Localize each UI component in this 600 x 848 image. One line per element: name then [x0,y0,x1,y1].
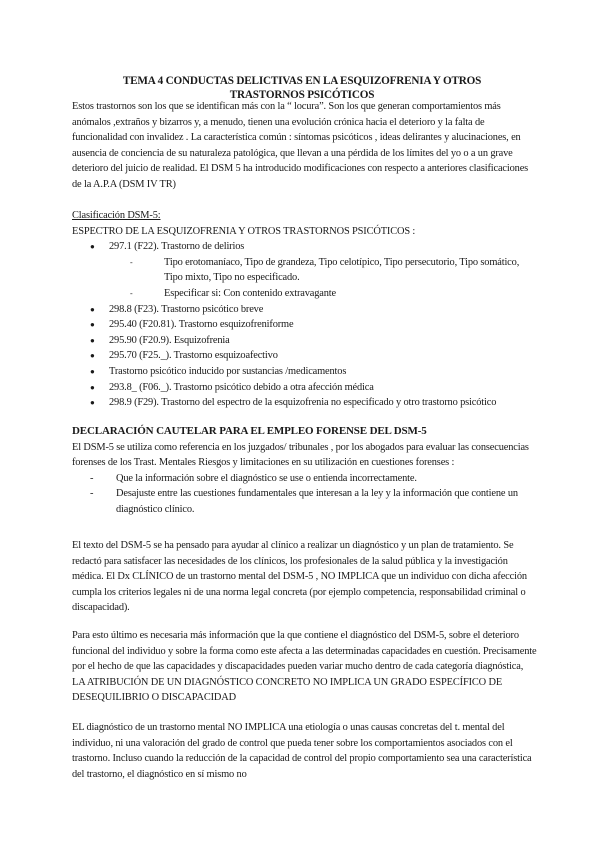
list-item: ● 295.90 (F20.9). Esquizofrenia [72,333,538,349]
paragraph-diagnosis: EL diagnóstico de un trastorno mental NO IMPLICA una etiología o unas causas concretas del t. mental del individuo, ni una valoración del grado de control que pueda tener sobre los comportamientos asociados con el trastorno. Incluso cuando la reducción de la capacidad de control del propio comportamiento sea una característica del trastorno, el diagnóstico en sí mismo no [72,722,532,780]
list-item-text: 297.1 (F22). Trastorno de delirios [109,241,245,253]
list-item: - Desajuste entre las cuestiones fundamentales que interesan a la ley y la información que contiene un diagnóstico clínico. [72,486,538,517]
forensic-section [72,424,538,518]
disorder-list [72,239,538,411]
list-item: ● 295.70 (F25._). Trastorno esquizoafectivo [72,348,538,364]
list-item [72,239,538,301]
forensic-text: El DSM-5 se utiliza como referencia en los juzgados/ tribunales , por los abogados para evaluar las consecuencias forenses de los Trast. Mentales Riesgos y limitaciones en su utilización en cuestiones forenses : [72,441,529,469]
sub-list-item: - Tipo erotomaníaco, Tipo de grandeza, Tipo celotípico, Tipo persecutorio, Tipo somático, Tipo mixto, Tipo no especificado. [72,255,538,286]
list-item: ● 293.8_ (F06._). Trastorno psicótico debido a otra afección médica [72,380,538,396]
title-line-2: TRASTORNOS PSICÓTICOS [229,89,375,101]
list-item: ● Trastorno psicótico inducido por sustancias /medicamentos [72,364,538,380]
spectrum-title: ESPECTRO DE LA ESQUIZOFRENIA Y OTROS TRASTORNOS PSICÓTICOS : [72,225,416,237]
list-item: ● 298.9 (F29). Trastorno del espectro de la esquizofrenia no especificado y otro trastorno psicótico [72,395,538,411]
intro-paragraph: Estos trastornos son los que se identifican más con la “ locura”. Son los que generan comportamientos más anómalos ,extraños y bizarros y, a menudo, tienen una evolución crónica hacia el deterioro y la falta de funcionalidad con invalidez . La característica común : síntomas psicóticos , ideas delirantes y alucinaciones, en ausencia de conciencia de su naturaleza patológica, que llevan a una pérdida de los límites del yo o a un grave deterioro del juicio de realidad. El DSM 5 ha introducido modificaciones con respecto a anteriores clasificaciones de la A.P.A (DSM IV TR) [72,101,529,190]
risk-list [72,471,538,518]
list-item: ● 298.8 (F23). Trastorno psicótico breve [72,302,538,318]
paragraph-dsm-text: El texto del DSM-5 se ha pensado para ayudar al clínico a realizar un diagnóstico y un plan de tratamiento. Se redactó para satisfacer las necesidades de los clínicos, los profesionales de la salud pública y la investigación médica. El Dx CLÍNICO de un trastorno mental del DSM-5 , NO IMPLICA que un individuo con dicha afección cumpla los criterios legales ni de una norma legal concreta (por ejemplo competencia, responsabilidad criminal o discapacidad). [72,540,527,614]
forensic-title: DECLARACIÓN CAUTELAR PARA EL EMPLEO FORENSE DEL DSM-5 [72,425,427,437]
list-item: ● 295.40 (F20.81). Trastorno esquizofreniforme [72,317,538,333]
list-item: - Que la información sobre el diagnóstico se use o entienda incorrectamente. [72,471,538,487]
subtype-list [72,255,538,302]
paragraph-further-info: Para esto último es necesaria más información que la que contiene el diagnóstico del DSM-5, sobre el deterioro funcional del individuo y sobre la forma como este afecta a las determinadas capacidades en cuestión. Precisamente por el hecho de que las capacidades y discapacidades pueden variar mucho dentro de cada categoría diagnóstica, LA ATRIBUCIÓN DE UN DIAGNÓSTICO CONCRETO NO IMPLICA UN GRADO ESPECÍFICO DE DESEQUILIBRIO O DISCAPACIDAD [72,630,537,704]
classification-section [72,208,538,411]
sub-list-item: - Especificar si: Con contenido extravagante [72,286,538,302]
classification-title: Clasificación DSM-5: [72,210,161,221]
title-line-1: TEMA 4 CONDUCTAS DELICTIVAS EN LA ESQUIZOFRENIA Y OTROS [122,75,482,87]
document-title [72,74,532,102]
